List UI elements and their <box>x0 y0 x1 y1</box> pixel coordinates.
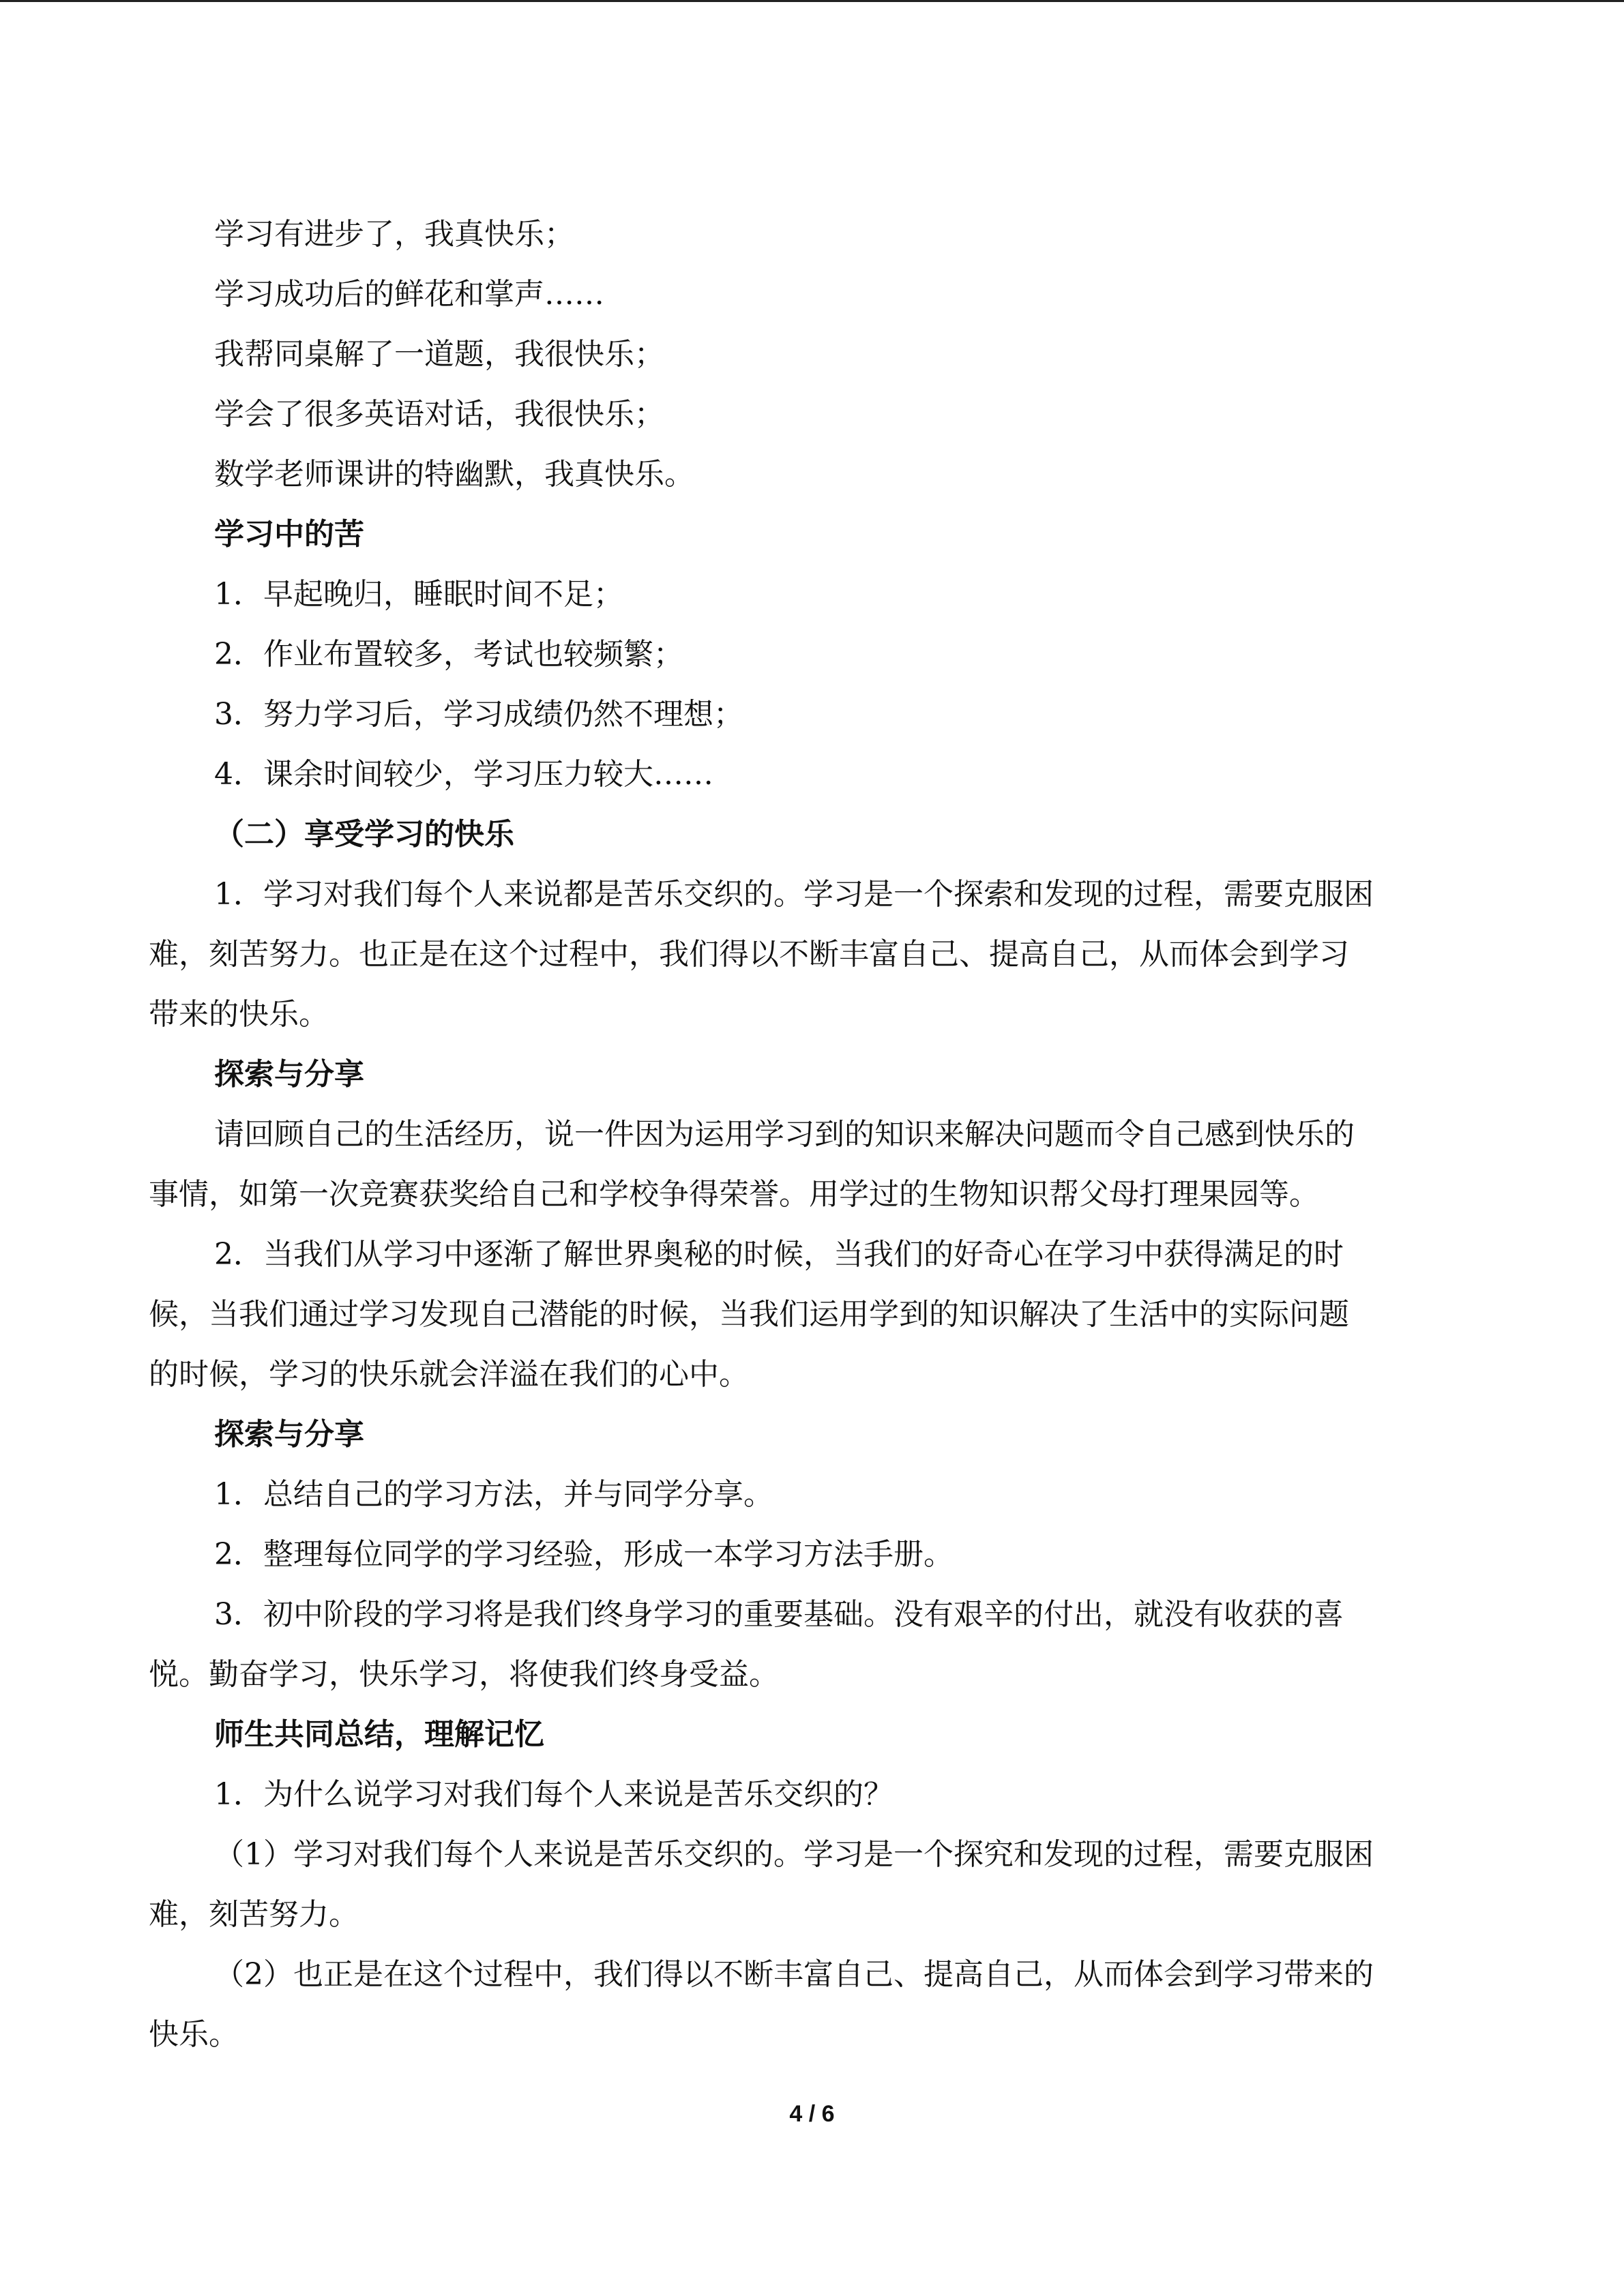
text-line: 请回顾自己的生活经历，说一件因为运用学习到的知识来解决问题而令自己感到快乐的 <box>214 1117 1355 1152</box>
text-line: （1）学习对我们每个人来说是苦乐交织的。学习是一个探究和发现的过程，需要克服困 <box>214 1837 1374 1872</box>
text-line: 快乐。 <box>149 2017 239 2052</box>
text-line: 1．为什么说学习对我们每个人来说是苦乐交织的？ <box>214 1777 894 1812</box>
text-line: 2．作业布置较多，考试也较频繁； <box>214 637 683 672</box>
section-heading: 探索与分享 <box>214 1057 364 1092</box>
text-line: 数学老师课讲的特幽默，我真快乐。 <box>214 457 694 492</box>
text-line: 3．初中阶段的学习将是我们终身学习的重要基础。没有艰辛的付出，就没有收获的喜 <box>214 1597 1344 1632</box>
text-line: 候，当我们通过学习发现自己潜能的时候，当我们运用学到的知识解决了生活中的实际问题 <box>149 1297 1349 1332</box>
text-line: （2）也正是在这个过程中，我们得以不断丰富自己、提高自己，从而体会到学习带来的 <box>214 1957 1374 1992</box>
text-line: 悦。勤奋学习，快乐学习，将使我们终身受益。 <box>149 1657 779 1692</box>
text-line: 1．学习对我们每个人来说都是苦乐交织的。学习是一个探索和发现的过程，需要克服困 <box>214 877 1374 912</box>
text-line: 2．整理每位同学的学习经验，形成一本学习方法手册。 <box>214 1537 954 1572</box>
text-line: 1．早起晚归，睡眠时间不足； <box>214 577 623 612</box>
page-number: 4 / 6 <box>789 2101 835 2127</box>
section-heading: （二）享受学习的快乐 <box>214 817 514 852</box>
section-heading: 探索与分享 <box>214 1417 364 1452</box>
page-top-border <box>0 0 1624 2</box>
section-heading: 学习中的苦 <box>214 517 364 552</box>
text-line: 难，刻苦努力。也正是在这个过程中，我们得以不断丰富自己、提高自己，从而体会到学习 <box>149 937 1349 972</box>
text-line: 带来的快乐。 <box>149 997 329 1032</box>
text-line: 难，刻苦努力。 <box>149 1897 359 1932</box>
text-line: 学习成功后的鲜花和掌声…… <box>214 277 604 312</box>
section-heading: 师生共同总结，理解记忆 <box>214 1717 544 1752</box>
document-body <box>149 205 1475 2065</box>
text-line: 事情，如第一次竞赛获奖给自己和学校争得荣誉。用学过的生物知识帮父母打理果园等。 <box>149 1177 1319 1212</box>
text-line: 我帮同桌解了一道题，我很快乐； <box>214 337 664 372</box>
text-line: 3．努力学习后，学习成绩仍然不理想； <box>214 697 743 732</box>
text-line: 学习有进步了，我真快乐； <box>214 217 574 252</box>
text-line: 4．课余时间较少，学习压力较大…… <box>214 757 713 792</box>
text-line: 学会了很多英语对话，我很快乐； <box>214 397 664 432</box>
text-line: 的时候，学习的快乐就会洋溢在我们的心中。 <box>149 1357 749 1392</box>
text-line: 1．总结自己的学习方法，并与同学分享。 <box>214 1477 773 1512</box>
text-line: 2．当我们从学习中逐渐了解世界奥秘的时候，当我们的好奇心在学习中获得满足的时 <box>214 1237 1344 1272</box>
